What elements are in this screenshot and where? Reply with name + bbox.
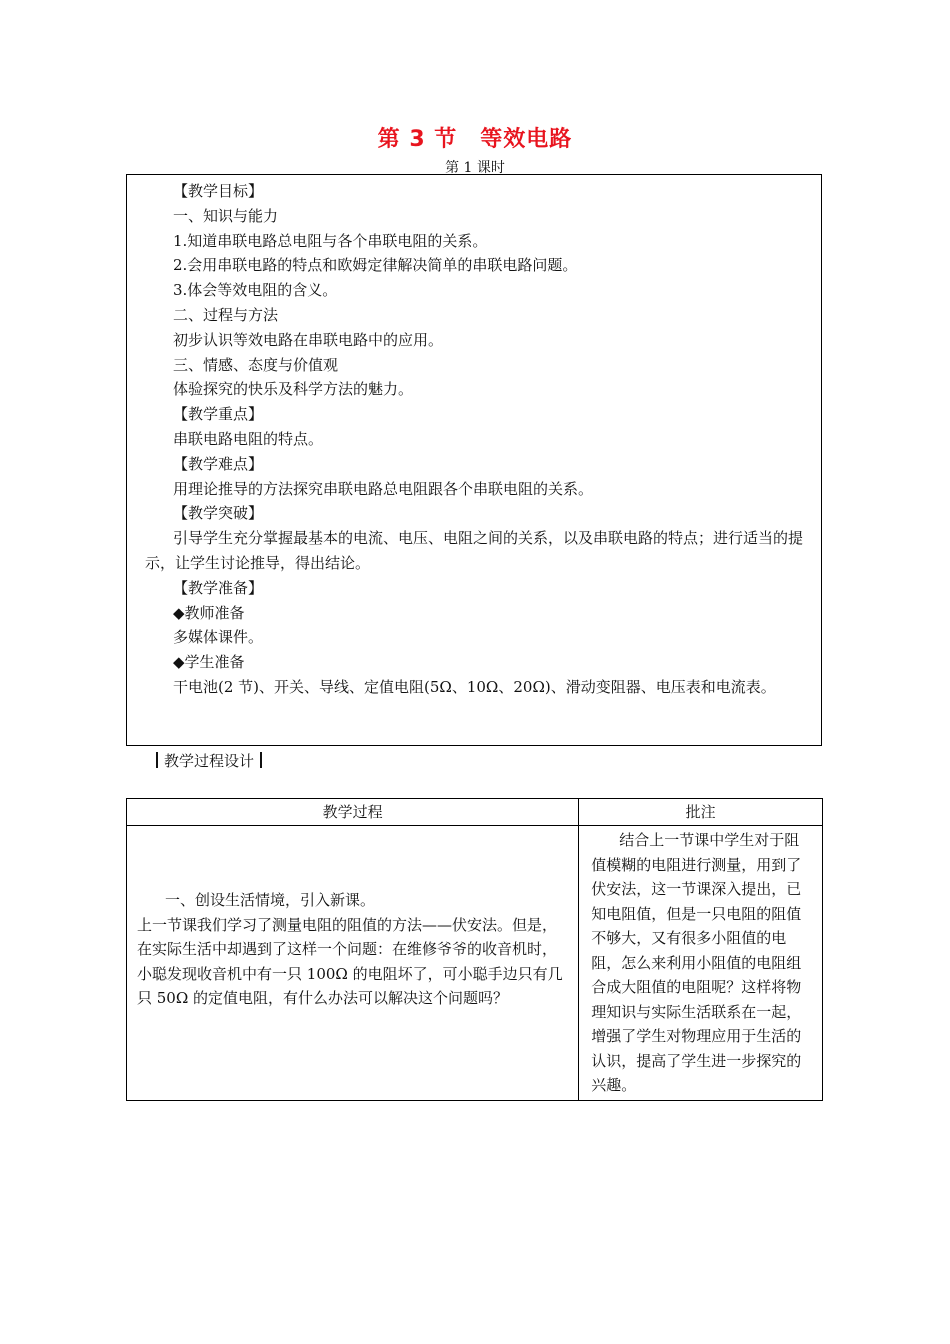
knowledge-item: 1.知道串联电路总电阻与各个串联电阻的关系。	[173, 231, 488, 250]
emotion-text: 体验探究的快乐及科学方法的魅力。	[173, 380, 414, 399]
knowledge-heading: 一、知识与能力	[173, 206, 279, 225]
goals-heading: 【教学目标】	[173, 182, 264, 200]
process-heading: 二、过程与方法	[173, 305, 279, 324]
page-title: 第 3 节 等效电路	[377, 127, 573, 152]
note-text: 结合上一节课中学生对于阻值模糊的电阻进行测量，用到了伏安法，这一节课深入提出，已知电阻值，但是一只电阻的阻值不够大，又有很多小阻值的电阻，怎么来利用小阻值的电阻组合成大阻值的电阻呢？这样将物理知识与实际生活联系在一起，增强了学生对物理应用于生活的认识，提高了学生进一步探究的兴趣。	[591, 831, 802, 1094]
step-text: 上一节课我们学习了测量电阻的阻值的方法——伏安法。但是，在实际生活中却遇到了这样一个问题：在维修爷爷的收音机时，小聪发现收音机中有一只 100Ω 的电阻坏了，可小聪手边只有几只 50Ω 的定值电阻，有什么办法可以解决这个问题吗？	[137, 915, 563, 1007]
teacher-prep-text: 多媒体课件。	[173, 628, 264, 647]
step-heading: 一、创设生活情境，引入新课。	[165, 891, 376, 909]
key-point-text: 串联电路电阻的特点。	[173, 429, 324, 448]
emotion-heading: 三、情感、态度与价值观	[173, 355, 339, 374]
lesson-period: 第 1 课时	[445, 160, 505, 176]
objectives-box	[126, 174, 822, 746]
left-bar-mark	[156, 752, 158, 768]
process-cell	[127, 826, 579, 1101]
process-design-text: 教学过程设计	[164, 752, 255, 770]
breakthrough-text: 引导学生充分掌握最基本的电流、电压、电阻之间的关系，以及串联电路的特点；进行适当的提示，让学生讨论推导，得出结论。	[145, 529, 804, 572]
preparation-heading: 【教学准备】	[173, 578, 264, 597]
right-bar-mark	[260, 752, 262, 768]
table-header-row	[127, 799, 823, 826]
key-point-heading: 【教学重点】	[173, 405, 264, 424]
notes-cell	[579, 826, 823, 1101]
process-text: 初步认识等效电路在串联电路中的应用。	[173, 330, 444, 349]
breakthrough-heading: 【教学突破】	[173, 504, 264, 523]
process-design-label	[150, 750, 268, 771]
difficulty-text: 用理论推导的方法探究串联电路总电阻跟各个串联电阻的关系。	[173, 479, 594, 498]
column-header-notes: 批注	[579, 799, 823, 826]
student-prep-text: 干电池(2 节)、开关、导线、定值电阻(5Ω、10Ω、20Ω)、滑动变阻器、电压表和电流表。	[173, 677, 776, 696]
teacher-prep-heading: ◆教师准备	[173, 603, 245, 622]
knowledge-item: 3.体会等效电阻的含义。	[173, 281, 338, 300]
process-table	[126, 798, 823, 1101]
difficulty-heading: 【教学难点】	[173, 454, 264, 473]
student-prep-heading: ◆学生准备	[173, 653, 245, 672]
knowledge-item: 2.会用串联电路的特点和欧姆定律解决简单的串联电路问题。	[173, 256, 578, 275]
table-row	[127, 826, 823, 1101]
column-header-process: 教学过程	[127, 799, 579, 826]
